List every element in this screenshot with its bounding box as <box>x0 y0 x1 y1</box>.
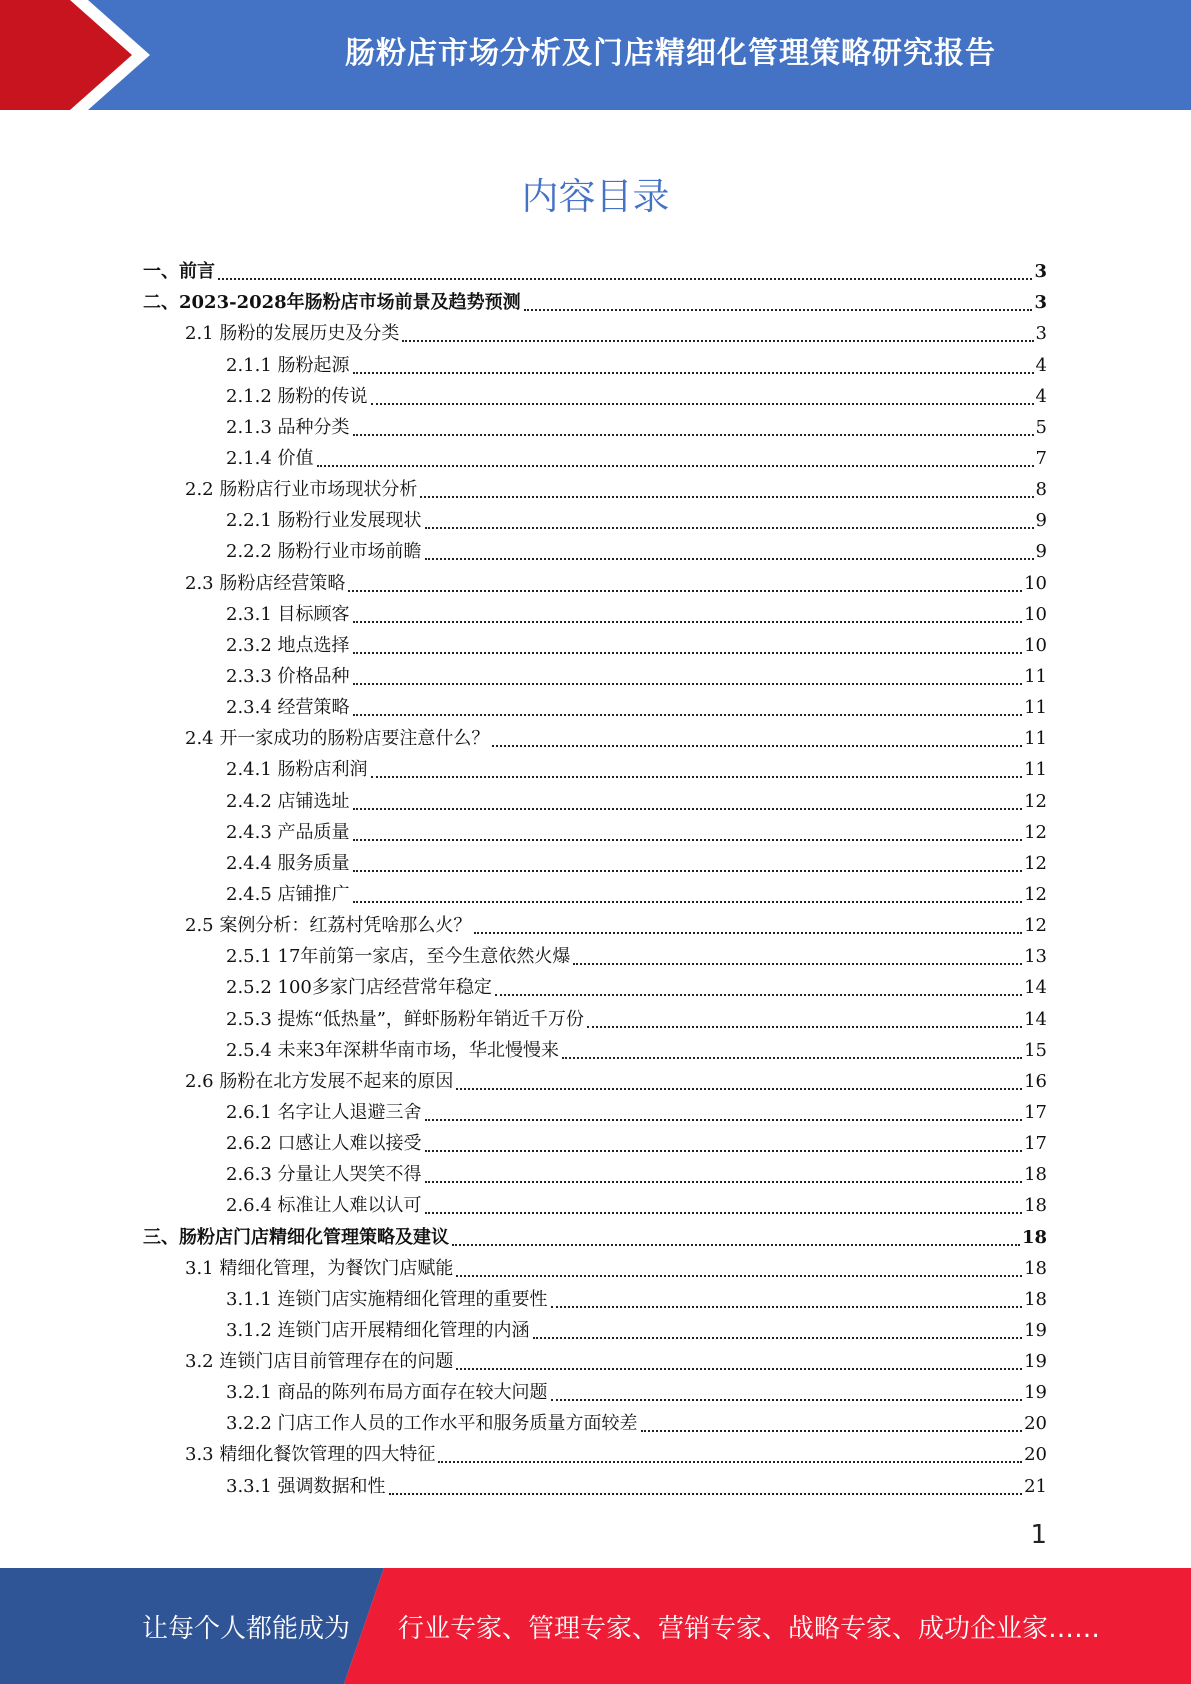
toc-dot-leader <box>456 1366 1022 1370</box>
toc-entry[interactable] <box>143 876 1047 907</box>
toc-dot-leader <box>573 961 1022 965</box>
toc-dot-leader <box>587 1024 1022 1028</box>
toc-dot-leader <box>402 338 1033 342</box>
toc-entry-label: 2.6.3 分量让人哭笑不得 <box>226 1164 422 1186</box>
toc-dot-leader <box>551 1397 1023 1401</box>
toc-dot-leader <box>317 463 1034 467</box>
toc-entry-label: 2.1.2 肠粉的传说 <box>226 385 368 407</box>
toc-entry[interactable] <box>143 1187 1047 1218</box>
toc-dot-leader <box>492 743 1022 747</box>
toc-entry-page: 8 <box>1035 479 1047 501</box>
toc-entry[interactable] <box>143 346 1047 377</box>
toc-entry-label: 2.6.1 名字让人退避三舍 <box>226 1101 422 1123</box>
toc-entry-label: 2.3.3 价格品种 <box>226 665 350 687</box>
toc-entry-page: 13 <box>1024 946 1047 968</box>
toc-entry-page: 12 <box>1024 852 1047 874</box>
toc-entry-page: 11 <box>1024 665 1047 687</box>
footer-slogan-right: 行业专家、管理专家、营销专家、战略专家、成功企业家…… <box>398 1613 1101 1644</box>
toc-entry-page: 3 <box>1034 261 1047 283</box>
toc-entry[interactable] <box>143 1094 1047 1125</box>
toc-entry-label: 2.4.4 服务质量 <box>226 852 350 874</box>
toc-entry-label: 2.4.1 肠粉店利润 <box>226 759 368 781</box>
toc-entry-page: 12 <box>1024 883 1047 905</box>
toc-entry[interactable] <box>143 1374 1047 1405</box>
toc-entry[interactable] <box>143 596 1047 627</box>
toc-entry-label: 二、2023-2028年肠粉店市场前景及趋势预测 <box>143 292 521 314</box>
toc-dot-leader <box>456 1086 1022 1090</box>
toc-entry-label: 2.3.1 目标顾客 <box>226 603 350 625</box>
toc-entry-label: 3.2.2 门店工作人员的工作水平和服务质量方面较差 <box>226 1413 638 1435</box>
toc-entry-label: 2.4.5 店铺推广 <box>226 883 350 905</box>
toc-entry-page: 4 <box>1035 354 1047 376</box>
page-number: 1 <box>1030 1520 1047 1550</box>
toc-entry[interactable] <box>143 1281 1047 1312</box>
toc-dot-leader <box>533 1335 1023 1339</box>
toc-dot-leader <box>474 930 1022 934</box>
toc-entry-page: 5 <box>1035 416 1047 438</box>
toc-entry-page: 18 <box>1024 1288 1047 1310</box>
toc-entry-label: 2.1.3 品种分类 <box>226 416 350 438</box>
toc-dot-leader <box>425 1210 1023 1214</box>
toc-entry-label: 2.5.3 提炼“低热量”，鲜虾肠粉年销近千万份 <box>226 1008 584 1030</box>
toc-dot-leader <box>353 806 1023 810</box>
toc-entry-label: 2.5.1 17年前第一家店，至今生意依然火爆 <box>226 946 571 968</box>
toc-entry-label: 2.1.1 肠粉起源 <box>226 354 350 376</box>
toc-entry-label: 2.4.3 产品质量 <box>226 821 350 843</box>
toc-entry-page: 17 <box>1024 1133 1047 1155</box>
toc-entry-page: 18 <box>1024 1257 1047 1279</box>
toc-entry-page: 11 <box>1024 697 1047 719</box>
toc-entry[interactable] <box>143 253 1047 284</box>
toc-entry[interactable] <box>143 1218 1047 1249</box>
toc-entry-page: 16 <box>1024 1070 1047 1092</box>
toc-entry[interactable] <box>143 284 1047 315</box>
toc-entry[interactable] <box>143 845 1047 876</box>
page-header <box>0 0 1191 110</box>
toc-entry-page: 21 <box>1024 1475 1047 1497</box>
toc-entry-page: 12 <box>1024 915 1047 937</box>
toc-entry-page: 18 <box>1024 1164 1047 1186</box>
header-chevron-shape <box>0 0 160 110</box>
toc-dot-leader <box>353 837 1023 841</box>
toc-entry-page: 18 <box>1024 1195 1047 1217</box>
toc-entry-page: 19 <box>1024 1319 1047 1341</box>
toc-dot-leader <box>353 650 1023 654</box>
toc-entry-page: 9 <box>1035 541 1047 563</box>
toc-dot-leader <box>389 1491 1023 1495</box>
toc-entry-page: 18 <box>1021 1226 1047 1248</box>
toc-entry-page: 10 <box>1024 603 1047 625</box>
toc-entry-label: 2.1.4 价值 <box>226 447 314 469</box>
toc-dot-leader <box>495 992 1022 996</box>
toc-entry-label: 2.2.1 肠粉行业发展现状 <box>226 510 422 532</box>
toc-entry[interactable] <box>143 689 1047 720</box>
toc-dot-leader <box>218 276 1032 280</box>
toc-entry-label: 3.1 精细化管理，为餐饮门店赋能 <box>185 1257 454 1279</box>
toc-entry-page: 3 <box>1035 323 1047 345</box>
toc-entry[interactable] <box>143 1125 1047 1156</box>
toc-entry-label: 3.3.1 强调数据和性 <box>226 1475 386 1497</box>
toc-entry-label: 2.4.2 店铺选址 <box>226 790 350 812</box>
toc-entry-label: 2.2 肠粉店行业市场现状分析 <box>185 479 418 501</box>
toc-entry[interactable] <box>143 938 1047 969</box>
toc-dot-leader <box>425 1179 1023 1183</box>
toc-entry[interactable] <box>143 1405 1047 1436</box>
toc-entry[interactable] <box>143 440 1047 471</box>
toc-entry[interactable] <box>143 751 1047 782</box>
toc-entry[interactable] <box>143 564 1047 595</box>
toc-dot-leader <box>438 1459 1022 1463</box>
toc-entry-page: 10 <box>1024 634 1047 656</box>
toc-entry-label: 3.1.2 连锁门店开展精细化管理的内涵 <box>226 1319 530 1341</box>
toc-entry-label: 3.3 精细化餐饮管理的四大特征 <box>185 1444 436 1466</box>
toc-entry[interactable] <box>143 627 1047 658</box>
toc-dot-leader <box>348 588 1022 592</box>
toc-entry-page: 12 <box>1024 821 1047 843</box>
toc-dot-leader <box>641 1428 1023 1432</box>
toc-entry-label: 2.4 开一家成功的肠粉店要注意什么？ <box>185 728 490 750</box>
toc-dot-leader <box>562 1055 1022 1059</box>
toc-entry-page: 20 <box>1024 1444 1047 1466</box>
toc-entry-label: 一、前言 <box>143 261 215 283</box>
toc-entry-page: 14 <box>1024 977 1047 999</box>
toc-entry[interactable] <box>143 1343 1047 1374</box>
toc-entry-label: 2.5 案例分析：红荔村凭啥那么火？ <box>185 915 472 937</box>
toc-entry-page: 15 <box>1024 1039 1047 1061</box>
toc-entry[interactable] <box>143 658 1047 689</box>
toc-entry[interactable] <box>143 1000 1047 1031</box>
toc-entry[interactable] <box>143 533 1047 564</box>
toc-heading: 内容目录 <box>521 175 670 218</box>
toc-entry[interactable] <box>143 814 1047 845</box>
toc-entry-label: 三、肠粉店门店精细化管理策略及建议 <box>143 1226 449 1248</box>
toc-entry[interactable] <box>143 502 1047 533</box>
toc-entry[interactable] <box>143 1156 1047 1187</box>
toc-entry-page: 3 <box>1034 292 1047 314</box>
toc-dot-leader <box>353 370 1034 374</box>
toc-entry-page: 10 <box>1024 572 1047 594</box>
toc-entry-label: 2.5.4 未来3年深耕华南市场，华北慢慢来 <box>226 1039 559 1061</box>
toc-entry[interactable] <box>143 409 1047 440</box>
toc-dot-leader <box>353 712 1023 716</box>
toc-entry[interactable] <box>143 471 1047 502</box>
toc-dot-leader <box>551 1304 1023 1308</box>
toc-entry[interactable] <box>143 1032 1047 1063</box>
toc-entry-page: 17 <box>1024 1101 1047 1123</box>
toc-dot-leader <box>425 1148 1023 1152</box>
toc-entry-label: 2.6 肠粉在北方发展不起来的原因 <box>185 1070 454 1092</box>
toc-entry[interactable] <box>143 1250 1047 1281</box>
toc-entry-label: 3.2.1 商品的陈列布局方面存在较大问题 <box>226 1382 548 1404</box>
toc-entry-label: 2.1 肠粉的发展历史及分类 <box>185 323 400 345</box>
toc-dot-leader <box>420 494 1033 498</box>
toc-entry[interactable] <box>143 378 1047 409</box>
toc-entry[interactable] <box>143 1436 1047 1467</box>
toc-entry-page: 7 <box>1035 447 1047 469</box>
toc-entry-label: 2.6.2 口感让人难以接受 <box>226 1133 422 1155</box>
table-of-contents <box>143 253 1047 1499</box>
toc-entry[interactable] <box>143 1312 1047 1343</box>
toc-entry-page: 12 <box>1024 790 1047 812</box>
toc-entry[interactable] <box>143 782 1047 813</box>
toc-entry-label: 2.5.2 100多家门店经营常年稳定 <box>226 977 492 999</box>
toc-dot-leader <box>456 1273 1022 1277</box>
toc-entry-label: 2.3.2 地点选择 <box>226 634 350 656</box>
toc-entry-page: 19 <box>1024 1382 1047 1404</box>
page-footer <box>0 1568 1191 1684</box>
toc-entry-page: 11 <box>1024 759 1047 781</box>
toc-dot-leader <box>353 681 1023 685</box>
toc-entry-label: 2.3 肠粉店经营策略 <box>185 572 346 594</box>
toc-entry-page: 11 <box>1024 728 1047 750</box>
toc-dot-leader <box>353 868 1023 872</box>
toc-entry[interactable] <box>143 1063 1047 1094</box>
footer-slogan-left: 让每个人都能成为 <box>142 1613 351 1644</box>
toc-entry-page: 19 <box>1024 1351 1047 1373</box>
toc-entry-label: 3.1.1 连锁门店实施精细化管理的重要性 <box>226 1288 548 1310</box>
toc-dot-leader <box>371 774 1023 778</box>
toc-entry-page: 4 <box>1035 385 1047 407</box>
toc-dot-leader <box>425 525 1034 529</box>
toc-entry[interactable] <box>143 720 1047 751</box>
toc-entry-label: 2.6.4 标准让人难以认可 <box>226 1195 422 1217</box>
toc-dot-leader <box>524 307 1033 311</box>
toc-entry[interactable] <box>143 315 1047 346</box>
toc-entry-label: 2.2.2 肠粉行业市场前瞻 <box>226 541 422 563</box>
toc-dot-leader <box>371 401 1034 405</box>
toc-entry-page: 14 <box>1024 1008 1047 1030</box>
report-title: 肠粉店市场分析及门店精细化管理策略研究报告 <box>345 36 996 71</box>
toc-dot-leader <box>353 619 1023 623</box>
toc-entry-page: 20 <box>1024 1413 1047 1435</box>
toc-entry-label: 2.3.4 经营策略 <box>226 697 350 719</box>
toc-entry[interactable] <box>143 969 1047 1000</box>
toc-dot-leader <box>452 1242 1020 1246</box>
toc-entry[interactable] <box>143 907 1047 938</box>
toc-dot-leader <box>425 556 1034 560</box>
toc-entry-label: 3.2 连锁门店目前管理存在的问题 <box>185 1351 454 1373</box>
toc-dot-leader <box>425 1117 1023 1121</box>
toc-dot-leader <box>353 432 1034 436</box>
toc-entry[interactable] <box>143 1467 1047 1498</box>
toc-entry-page: 9 <box>1035 510 1047 532</box>
toc-dot-leader <box>353 899 1023 903</box>
